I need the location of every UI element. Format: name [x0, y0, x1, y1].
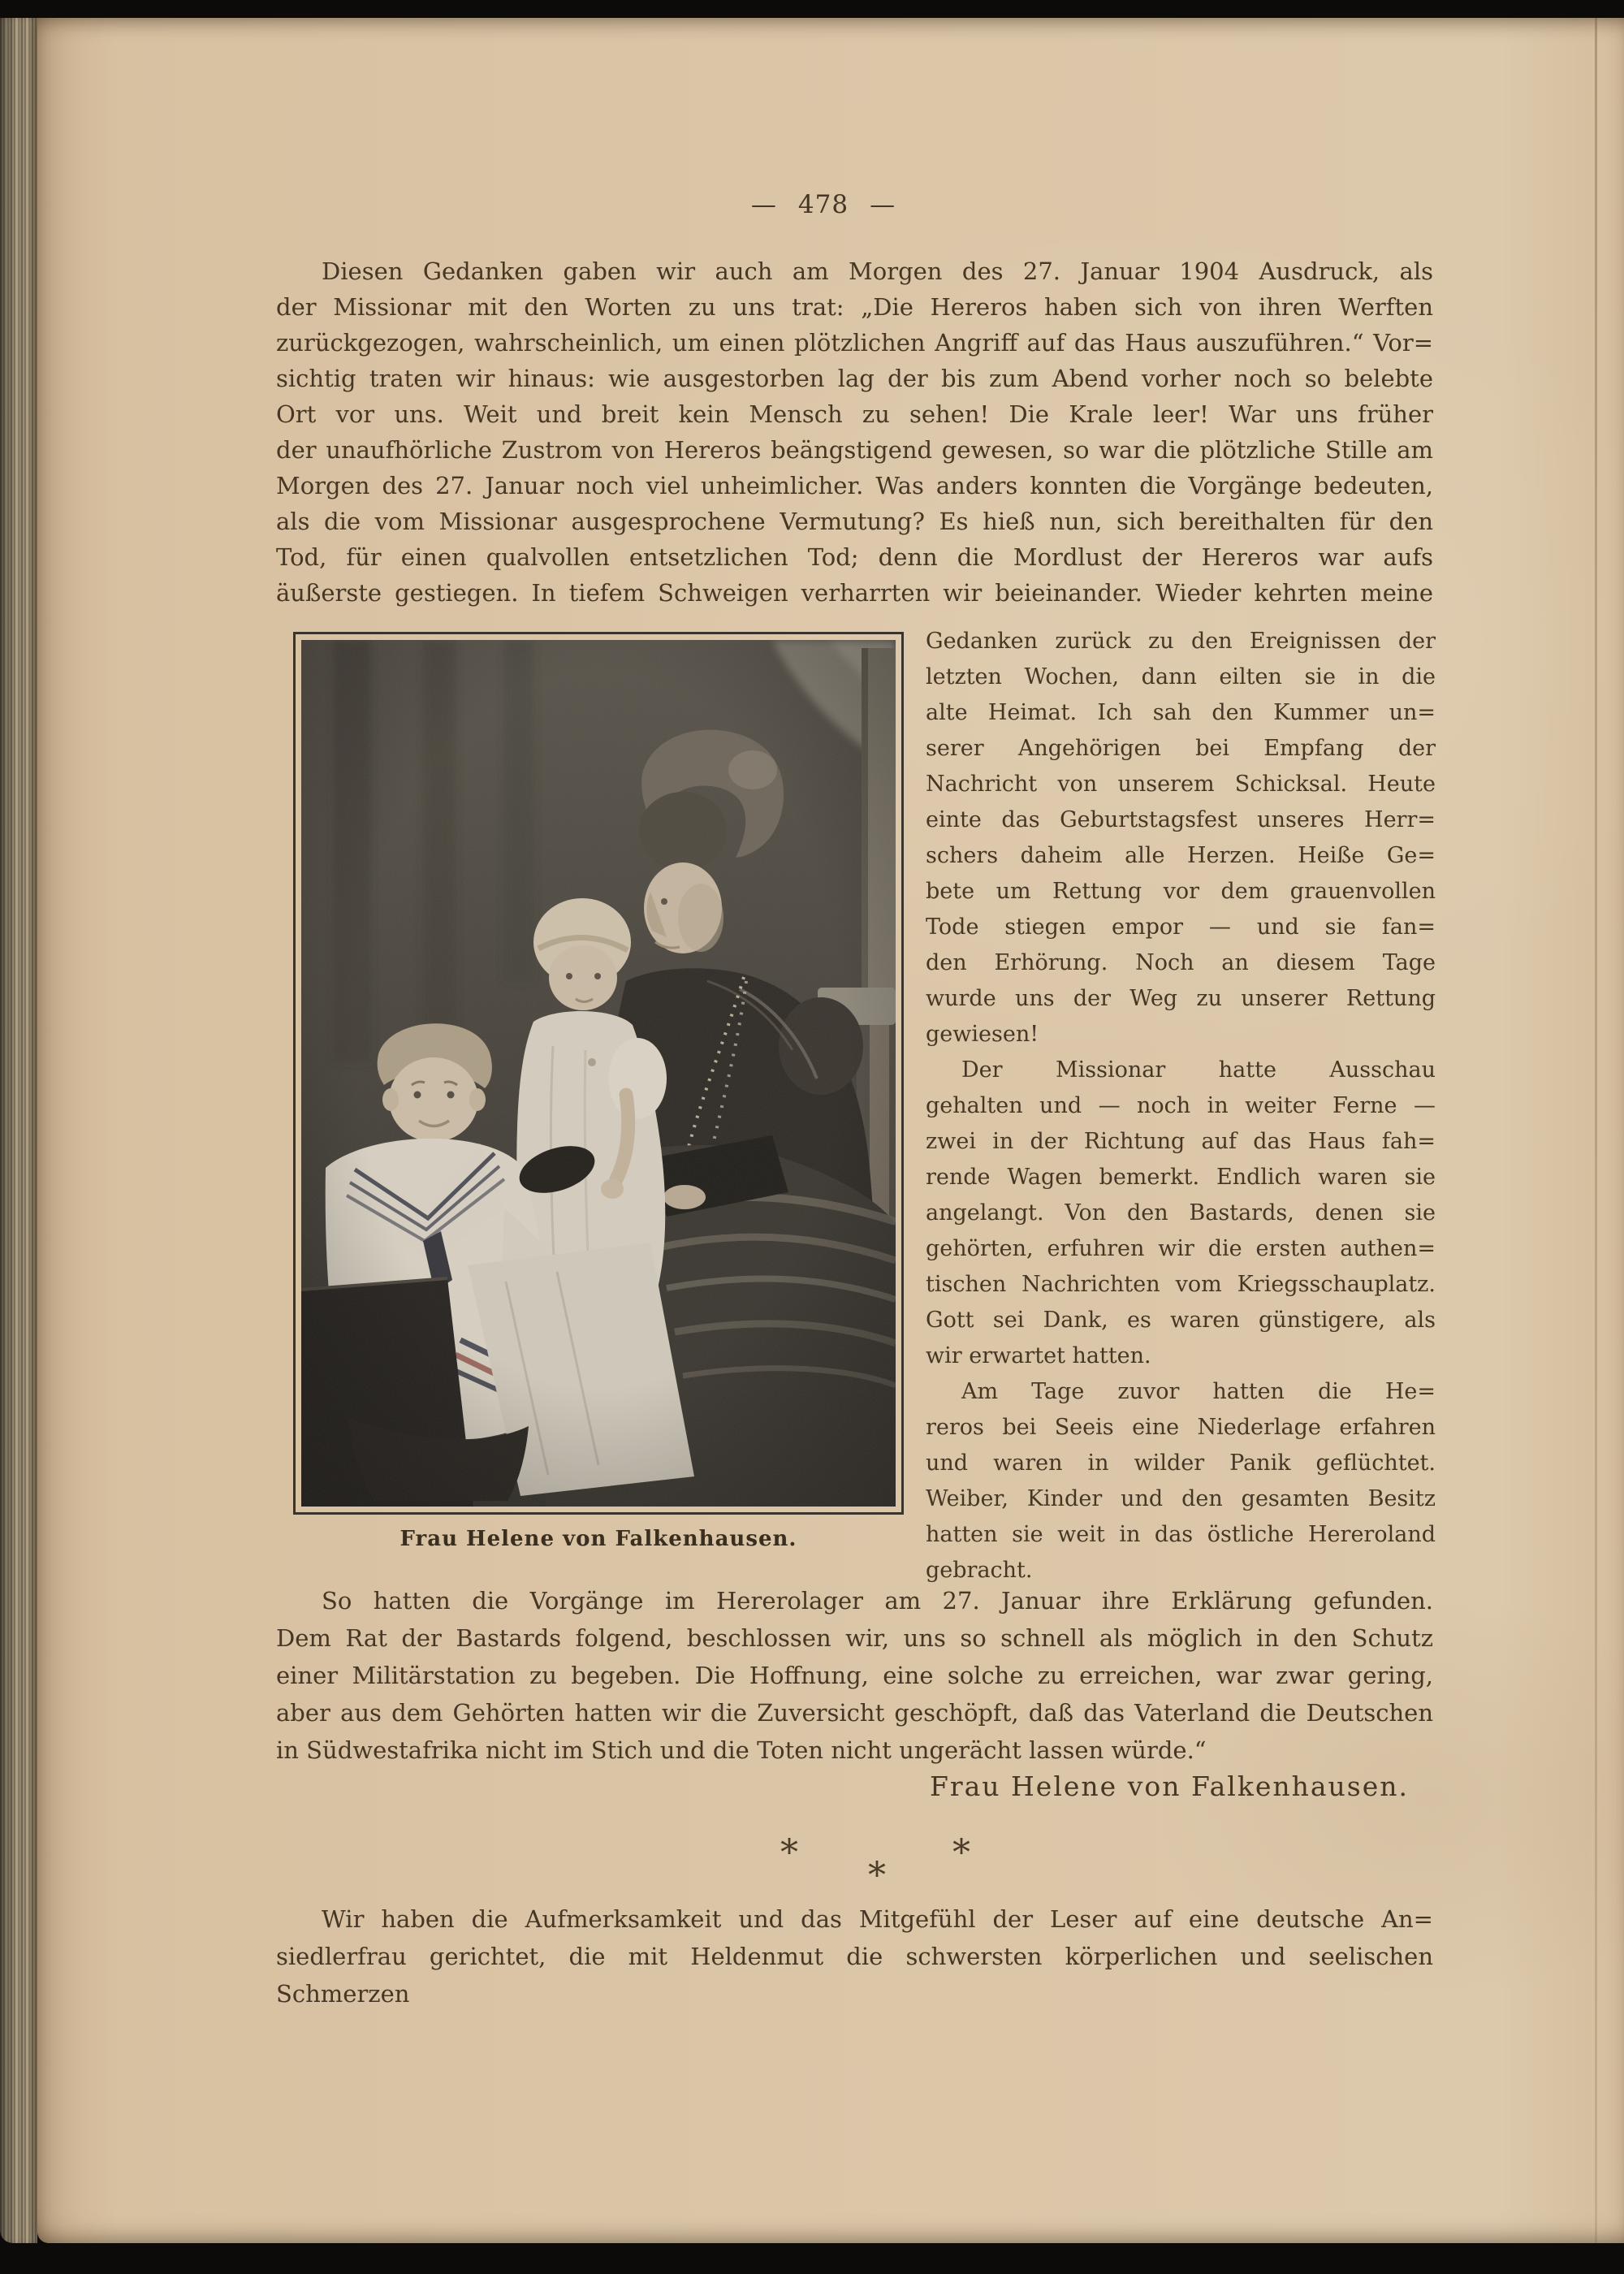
text-line: als die vom Missionar ausgesprochene Vermutung? Es hieß nun, sich bereithalten für den: [276, 508, 1433, 535]
text-line: serer Angehörigen bei Empfang der: [926, 736, 1436, 761]
book-spine-page-edges: [0, 18, 37, 2243]
author-signature: Frau Helene von Falkenhausen.: [929, 1770, 1409, 1802]
wrapped-column-paragraphs: [926, 624, 1436, 1589]
text-line: Weiber, Kinder und den gesamten Besitz: [926, 1486, 1436, 1511]
photo-grain: [301, 640, 896, 1507]
text-line: Wir haben die Aufmerksamkeit und das Mitgefühl der Leser auf eine deutsche An=: [322, 1905, 1433, 1933]
text-line: zurückgezogen, wahrscheinlich, um einen plötzlichen Angriff auf das Haus auszuführen.“ Vor=: [276, 329, 1433, 357]
text-line: wir erwartet hatten.: [926, 1343, 1151, 1368]
text-line: sichtig traten wir hinaus: wie ausgestorben lag der bis zum Abend vorher noch so belebte: [276, 365, 1433, 392]
photo-caption: Frau Helene von Falkenhausen.: [400, 1527, 797, 1551]
text-line: gewiesen!: [926, 1022, 1039, 1047]
editorial-paragraph: [276, 1900, 1433, 2012]
page-crease: [1595, 18, 1597, 2243]
text-line: schers daheim alle Herzen. Heiße Ge=: [926, 843, 1436, 868]
opening-paragraph: [276, 253, 1433, 611]
text-line: angelangt. Von den Bastards, denen sie: [926, 1200, 1436, 1226]
text-line: in Südwestafrika nicht im Stich und die Toten nicht ungerächt lassen würde.“: [276, 1736, 1207, 1764]
text-line: zwei in der Richtung auf das Haus fah=: [926, 1129, 1436, 1154]
text-line: reros bei Seeis eine Niederlage erfahren: [926, 1415, 1436, 1440]
text-line: gehörten, erfuhren wir die ersten authen=: [926, 1236, 1436, 1261]
page-number: 478: [797, 190, 849, 219]
text-line: tischen Nachrichten vom Kriegsschauplatz.: [926, 1272, 1436, 1297]
text-line: bete um Rettung vor dem grauenvollen: [926, 879, 1436, 904]
text-line: einte das Geburtstagsfest unseres Herr=: [926, 807, 1436, 832]
text-line: den Erhörung. Noch an diesem Tage: [926, 950, 1436, 975]
book-page: [37, 18, 1624, 2243]
text-line: Gedanken zurück zu den Ereignissen der: [926, 629, 1436, 654]
text-line: So hatten die Vorgänge im Hererolager am 27. Januar ihre Erklärung gefunden.: [322, 1587, 1433, 1615]
text-line: gebracht.: [926, 1558, 1033, 1583]
text-line: Ort vor uns. Weit und breit kein Mensch zu sehen! Die Krale leer! War uns früher: [276, 400, 1433, 428]
text-line: alte Heimat. Ich sah den Kummer un=: [926, 700, 1436, 725]
header-dash-right: —: [870, 190, 896, 219]
section-divider-asterisk: *: [952, 1832, 970, 1874]
text-line: hatten sie weit in das östliche Hereroland: [926, 1522, 1436, 1547]
section-divider-asterisk: *: [868, 1855, 886, 1896]
portrait-photograph-frame: [293, 632, 904, 1515]
text-line: der unaufhörliche Zustrom von Hereros beängstigend gewesen, so war die plötzliche Stille am: [276, 436, 1433, 464]
text-line: aber aus dem Gehörten hatten wir die Zuversicht geschöpft, daß das Vaterland die Deutschen: [276, 1699, 1433, 1727]
closing-paragraph: [276, 1582, 1433, 1769]
text-line: Tod, für einen qualvollen entsetzlichen Tod; denn die Mordlust der Hereros war aufs: [276, 543, 1433, 571]
text-line: einer Militärstation zu begeben. Die Hoffnung, eine solche zu erreichen, war zwar gering,: [276, 1662, 1433, 1689]
text-line: letzten Wochen, dann eilten sie in die: [926, 664, 1436, 690]
text-line: der Missionar mit den Worten zu uns trat: „Die Hereros haben sich von ihren Werften: [276, 293, 1433, 321]
text-line: wurde uns der Weg zu unserer Rettung: [926, 986, 1436, 1011]
text-line: Der Missionar hatte Ausschau: [961, 1057, 1436, 1083]
text-line: Morgen des 27. Januar noch viel unheimlicher. Was anders konnten die Vorgänge bedeuten,: [276, 472, 1433, 499]
text-line: Nachricht von unserem Schicksal. Heute: [926, 772, 1436, 797]
text-line: äußerste gestiegen. In tiefem Schweigen verharrten wir beieinander. Wieder kehrten meine: [276, 579, 1433, 607]
text-line: Am Tage zuvor hatten die He=: [961, 1379, 1436, 1404]
text-line: gehalten und — noch in weiter Ferne —: [926, 1093, 1436, 1118]
header-dash-left: —: [750, 190, 777, 219]
text-line: siedlerfrau gerichtet, die mit Heldenmut die schwersten körperlichen und seelischen Schmerzen: [276, 1943, 1433, 2008]
text-line: und waren in wilder Panik geflüchtet.: [926, 1450, 1436, 1476]
section-divider-asterisk: *: [780, 1832, 798, 1874]
text-line: rende Wagen bemerkt. Endlich waren sie: [926, 1165, 1436, 1190]
text-line: Dem Rat der Bastards folgend, beschlossen wir, uns so schnell als möglich in den Schutz: [276, 1624, 1433, 1652]
family-portrait-photo: [301, 640, 896, 1507]
text-line: Tode stiegen empor — und sie fan=: [926, 914, 1436, 940]
text-line: Diesen Gedanken gaben wir auch am Morgen des 27. Januar 1904 Ausdruck, als: [322, 257, 1433, 285]
text-line: Gott sei Dank, es waren günstigere, als: [926, 1308, 1436, 1333]
page-header: [751, 190, 896, 219]
